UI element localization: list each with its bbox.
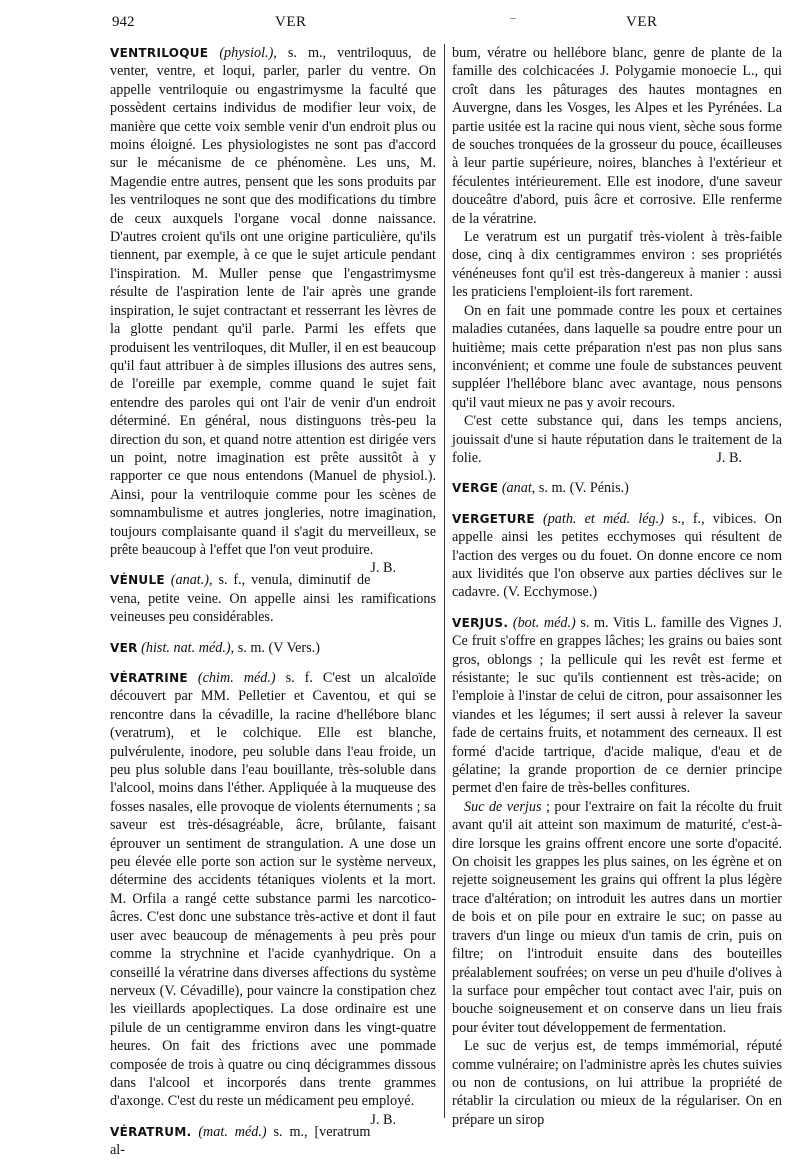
entry-text — [452, 614, 782, 798]
entry-category: (anat.) — [170, 572, 210, 589]
entry-headword: VÉRATRUM. — [110, 1124, 192, 1139]
entry-paragraph-text: ; pour l'extraire on fait la récolte du fruit avant qu'il ait atteint son maximum de maturité, c'est-à-dire lorsque les grains offrent encore une sorte d'opacité. On choisit les grappes les plus saines, on les égrène et on rejette soigneusement les grains qui offrent la plus légère trace d'altération; on introduit les autres dans un mortier de bois et on pile pour en extraire le suc; on passe au travers d'un linge ou mieux d'un tamis de crin, puis on filtre; on l'introduit ensuite dans des bouteilles préalablement soufrées; on verse un peu d'huile d'olives à la surface pour empêcher tout contact avec l'air, puis on bouche soigneusement et on conserve dans un lieu frais pour éviter tout développement de fermentation. — [452, 798, 782, 1036]
entry-body: s. m., [veratrum al- — [110, 1123, 371, 1159]
entry-paragraph — [452, 412, 782, 467]
entry-category: (hist. nat. méd.) — [141, 639, 231, 656]
entry-category: (chim. méd.) — [197, 670, 276, 686]
entry-category: (bot. méd.) — [512, 614, 576, 631]
entry-body: , s. f., venula, diminutif de vena, petite veine. On appelle ainsi les ramifications veineuses peu considérables. — [110, 572, 436, 626]
entry-paragraph: Le veratrum est un purgatif très-violent à très-faible dose, cinq à dix centigrammes environ : ses propriétés vénéneuses font qu'il est très-dangereux à manier : aussi les praticiens l'emploient-ils fort rarement. — [452, 229, 782, 301]
page-number: 942 — [112, 14, 135, 30]
entry-body: , s. m. (V. Pénis.) — [531, 480, 629, 497]
entry-text — [452, 510, 782, 602]
entry-veratrine — [110, 669, 437, 1128]
entry-category: (path. et méd. lég.) — [542, 510, 664, 527]
entry-category: (physiol.) — [219, 45, 274, 61]
entry-signature: J. B. — [370, 1111, 396, 1128]
entry-headword: VÉNULE — [110, 573, 165, 588]
entry-paragraph — [452, 798, 782, 1037]
running-head-left: VER — [275, 14, 307, 30]
entry-text — [110, 571, 436, 626]
entry-body: s. m. Vitis L. famille des Vignes J. Ce fruit s'offre en grappes lâches; les grains ou baies sont gros, oblongs ; la pellicule qui les revêt est ferme et résistante; le suc qu'ils contiennent est très-acide; on l'emploie à l'instar de celui de citron, pour assaisonner les viandes et les légumes; il sert aussi à relever la saveur fade de certains fruits, et notamment des cerneaux. Il est formé d'acide tartrique, d'acide malique, d'eau et de gélatine; la grande proportion de ce dernier principe permet d'en faire de très-belles confitures. — [452, 614, 783, 797]
entry-verjus — [452, 614, 782, 1129]
entry-headword: VENTRILOQUE — [110, 46, 209, 60]
entry-headword: VER — [110, 640, 138, 655]
entry-category: (anat — [501, 480, 532, 497]
entry-text — [110, 669, 437, 1128]
entry-ventriloque — [110, 44, 436, 577]
entry-body: , s. m. (V Vers.) — [230, 639, 320, 656]
entry-paragraph-text: C'est cette substance qui, dans les temps anciens, jouissait d'une si haute réputation dans le traitement de la folie. — [452, 413, 782, 466]
entry-headword: VERJUS. — [452, 615, 509, 630]
entry-signature: J. B. — [716, 449, 742, 466]
entry-verge — [452, 479, 782, 497]
entry-text — [110, 44, 436, 577]
entry-signature: J. B. — [370, 560, 396, 577]
column-divider — [444, 44, 445, 1118]
running-header — [112, 10, 778, 40]
subentry-label: Suc de verjus — [464, 798, 542, 815]
left-column — [110, 44, 437, 1159]
entry-text — [110, 639, 436, 657]
entry-body: s., f., vibices. On appelle ainsi les petites ecchymoses qui résultent de l'action des verges ou du fouet. On donne encore ce nom aux lividités que l'on observe aux parties déclives sur le cadavre. (V. Ecchymose.) — [452, 510, 782, 601]
entry-headword: VERGETURE — [452, 511, 535, 526]
right-column — [452, 44, 783, 1128]
entry-text — [452, 479, 782, 497]
header-mark: ‒ — [510, 10, 516, 24]
running-head-right: VER — [626, 14, 658, 30]
entry-headword: VÉRATRINE — [110, 671, 188, 685]
entry-venule — [110, 571, 436, 626]
entry-body: , s. m., ventriloquus, de venter, ventre, et loqui, parler, parler du ventre. On appelle ventriloquie ou engastrimysme la faculté que possèdent certains individus de modifier leur voix, de manière que cette voix semble venir d'un endroit plus ou moins éloigné. Les physiologistes ne sont pas d'accord sur le mécanisme de ce phénomène. Les uns, M. Magendie entre autres, pensent que les sons produits par les ventriloques ne sont que des modifications du timbre de ceux auxquels l'organe vocal donne naissance. D'autres croient qu'ils ont une origine particulière, qu'ils tiennent, par exemple, à ce que le sujet articule pendant l'inspiration. M. Muller pense que l'engastrimysme résulte de l'aspiration lente de l'air après une grande inspiration, le sujet contractant et resserrant les lèvres de la glotte pendant qu'il parle. Parmi les effets que produisent les ventriloques, dit Muller, il en est beaucoup qu'il faut attribuer à de simples illusions des autres sens, de l'oreille par exemple, comme quand le sujet fait entendre des paroles qui ont l'air de venir d'un endroit déterminé. En général, nous distinguons très-peu la direction du son, et quand notre attention est dirigée vers un point, notre imagination est prête aussitôt à y rapporter ce que nous entendons (Manuel de physiol.). Ainsi, pour la ventriloquie comme pour les scènes de somnambulisme et autres jongleries, notre imagination, toujours complaisante quand il s'agit du merveilleux, se prête beaucoup à l'effet que l'on veut produire. — [110, 45, 436, 558]
entry-veratrum-continued — [452, 44, 782, 467]
entry-vergeture — [452, 510, 782, 602]
entry-paragraph: On en fait une pommade contre les poux et certaines maladies cutanées, dans laquelle sa poudre entre pour un huitième; mais cette préparation n'est pas non plus sans inconvénient; et comme une foule de substances peuvent suppléer l'hellébore blanc avec avantage, nous pensons qu'il vaut mieux ne pas y avoir recours. — [452, 302, 782, 411]
entry-paragraph: Le suc de verjus est, de temps immémorial, réputé comme vulnéraire; on l'administre après les chutes suivies ou non de contusions, on lui attribue la propriété de rétablir la circulation ou mieux de la régulariser. On en prépare un sirop — [452, 1038, 782, 1128]
entry-paragraph: bum, vératre ou hellébore blanc, genre de plante de la famille des colchicacées J. Polygamie monoecie L., qui croît dans les pâturages des hautes montagnes en Auvergne, dans les Vosges, les Alpes et les Pyrénées. La partie usitée est la racine qui nous vient, sèche sous forme de souches tronquées de la grosseur du pouce, écailleuses à leur partie supérieure, noires, blanches à l'extérieur et féculentes intérieurement. Elle est inodore, d'une saveur douceâtre d'abord, puis âcre et corrosive. Elle renferme de la vératrine. — [452, 45, 782, 227]
entry-category: (mat. méd.) — [198, 1123, 267, 1140]
entry-ver — [110, 639, 436, 657]
entry-headword: VERGE — [452, 481, 499, 496]
entry-body: s. f. C'est un alcaloïde découvert par MM. Pelletier et Caventou, et qui se rencontre dans la cévadille, la racine d'hellébore blanc (veratrum), et le colchique. Elle est blanche, pulvérulente, inodore, peu soluble dans l'eau froide, un peu plus soluble dans l'eau bouillante, très-soluble dans l'alcool, moins dans l'éther. Appliquée à la muqueuse des fosses nasales, elle provoque de violents éternuments ; sa saveur est très-désagréable, âcre, brûlante, faisant éprouver un sentiment de strangulation. A une dose un peu élevée elle porte son action sur le système nerveux, détermine des accidents tétaniques violents et la mort. M. Orfila a rangé cette substance parmi les narcotico-âcres. C'est donc une substance très-active et dont il faut user avec beaucoup de ménagements à peu près pour comme la strychnine et l'acide cyanhydrique. On a conseillé la vératrine dans diverses affections du système nerveux (V. Cévadille), pour vaincre la constipation chez les vieillards apoplectiques. La dose ordinaire est une pilule de un centigramme environ dans les vingt-quatre heures. On fait des frictions avec une pommade composée de trois à quatre ou cinq décigrammes dissous dans l'alcool et incorporés dans trente grammes d'axonge. C'est du reste un médicament peu employé. — [110, 670, 437, 1110]
